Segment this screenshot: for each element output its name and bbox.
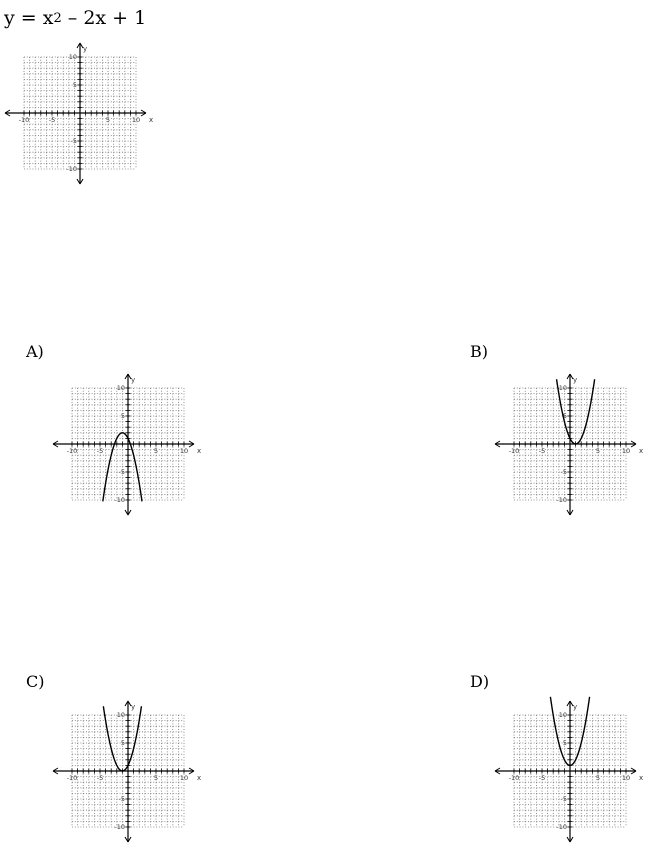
y-axis-label: y: [573, 376, 578, 384]
graph-choice-b[interactable]: [494, 372, 646, 522]
x-tick-label: 10: [179, 447, 189, 455]
graph-choice-a[interactable]: [52, 372, 204, 522]
y-tick-label: 5: [562, 412, 567, 421]
axes: [495, 701, 636, 842]
y-axis-label: y: [131, 703, 136, 711]
x-tick-label: 10: [621, 774, 631, 782]
y-tick-label: -5: [70, 137, 77, 146]
y-tick-label: -10: [556, 496, 567, 505]
y-tick-label: -10: [114, 496, 125, 505]
choice-label-b[interactable]: B): [470, 342, 488, 361]
axes: [53, 374, 194, 515]
x-axis-label: x: [197, 447, 202, 455]
graph-choice-c[interactable]: [52, 699, 204, 849]
y-tick-label: 10: [558, 711, 567, 720]
x-tick-label: 10: [179, 774, 189, 782]
axes: [5, 43, 146, 184]
x-tick-label: 5: [105, 116, 111, 124]
y-tick-label: 10: [558, 384, 567, 393]
choice-label-d[interactable]: D): [470, 672, 490, 691]
x-tick-label: -10: [508, 447, 520, 455]
x-tick-label: -5: [96, 447, 104, 455]
graph-prompt: [4, 41, 156, 191]
y-tick-label: -10: [66, 165, 77, 174]
choice-label-c[interactable]: C): [26, 672, 45, 691]
y-tick-label: -10: [114, 823, 125, 832]
y-tick-label: -5: [560, 468, 567, 477]
y-tick-label: 5: [120, 739, 125, 748]
y-tick-label: -10: [556, 823, 567, 832]
x-tick-label: 5: [153, 447, 159, 455]
y-axis-label: y: [83, 45, 88, 53]
x-tick-label: 5: [153, 774, 159, 782]
axes: [495, 374, 636, 515]
equation-exponent: 2: [53, 11, 62, 26]
x-tick-label: -10: [508, 774, 520, 782]
x-tick-label: 5: [595, 447, 601, 455]
y-tick-label: 10: [68, 53, 77, 62]
x-axis-label: x: [149, 116, 154, 124]
y-tick-label: -5: [560, 795, 567, 804]
x-tick-label: -5: [538, 774, 546, 782]
y-tick-label: 10: [116, 384, 125, 393]
y-tick-label: 5: [72, 81, 77, 90]
y-axis-label: y: [573, 703, 578, 711]
choice-label-a[interactable]: A): [26, 342, 44, 361]
y-tick-label: 10: [116, 711, 125, 720]
question-equation: [4, 6, 146, 33]
y-tick-label: -5: [118, 468, 125, 477]
graph-choice-d[interactable]: [494, 699, 646, 849]
x-tick-label: 10: [621, 447, 631, 455]
equation-prefix: y = x: [4, 7, 54, 29]
equation-suffix: – 2x + 1: [61, 7, 147, 29]
x-tick-label: -5: [96, 774, 104, 782]
x-tick-label: -5: [538, 447, 546, 455]
x-tick-label: -10: [18, 116, 30, 124]
x-tick-label: -10: [66, 447, 78, 455]
x-axis-label: x: [639, 447, 644, 455]
x-tick-label: -5: [48, 116, 56, 124]
y-tick-label: 5: [562, 739, 567, 748]
y-tick-label: 5: [120, 412, 125, 421]
x-axis-label: x: [197, 774, 202, 782]
x-tick-label: -10: [66, 774, 78, 782]
x-axis-label: x: [639, 774, 644, 782]
x-tick-label: 5: [595, 774, 601, 782]
y-axis-label: y: [131, 376, 136, 384]
y-tick-label: -5: [118, 795, 125, 804]
x-tick-label: 10: [131, 116, 141, 124]
